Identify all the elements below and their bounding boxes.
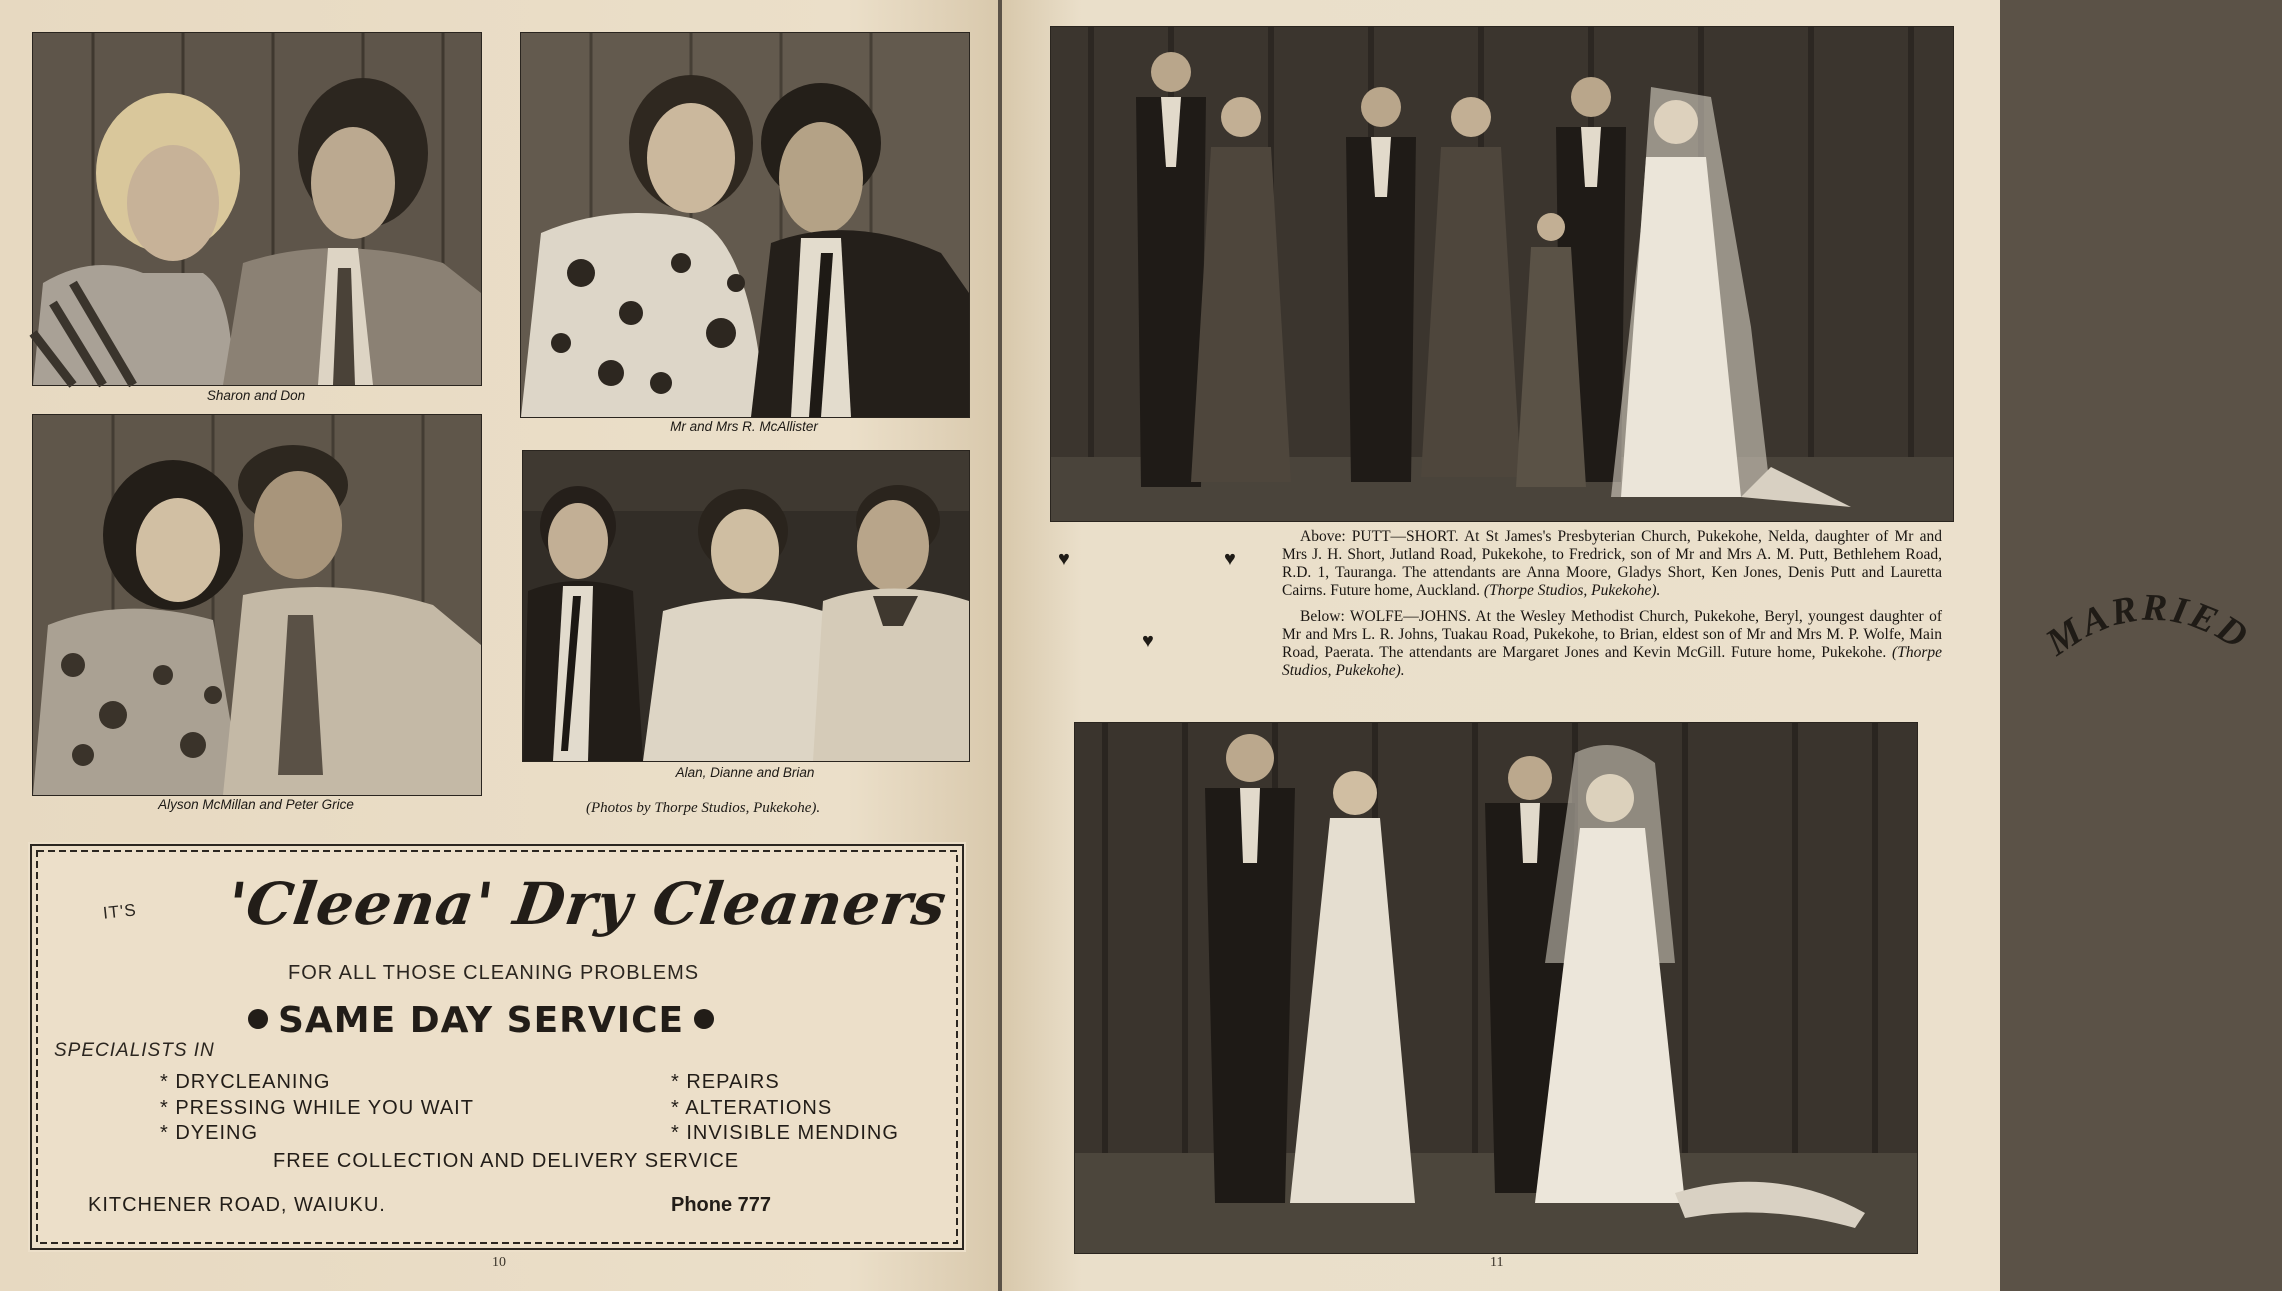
ad-specialists: SPECIALISTS IN	[54, 1040, 215, 1061]
caption-photo-2: Mr and Mrs R. McAllister	[670, 419, 818, 434]
ad-free-collection: FREE COLLECTION AND DELIVERY SERVICE	[273, 1150, 740, 1172]
heart-icon: ♥	[1142, 630, 1154, 652]
photo-mcallister	[520, 32, 970, 418]
story-below-credit: (Thorpe Studios, Pukekohe).	[1282, 644, 1942, 679]
page-number-right: 11	[1490, 1255, 1504, 1270]
married-heading-text: MARRIED	[2038, 586, 2258, 665]
married-heading	[2022, 560, 2282, 680]
heart-icon: ♥	[1058, 548, 1070, 570]
cleena-dry-cleaners-ad	[28, 842, 966, 1252]
page-number-left: 10	[492, 1255, 506, 1270]
caption-photo-4: Alan, Dianne and Brian	[675, 765, 815, 780]
photo-credit: (Photos by Thorpe Studios, Pukekohe).	[586, 800, 821, 816]
story-below-text: Below: WOLFE—JOHNS. At the Wesley Methodist Church, Pukekohe, Beryl, youngest daughter of Mr and Mrs L. R. Johns, Tuakau Road, Pukekohe, to Brian, eldest son of Mr and Mrs M. P. Wolfe, Main Road, Paerata. The attendants are Margaret Jones and Kevin McGill. Future home, Pukekohe.	[1282, 608, 1942, 661]
ad-same-day-service	[238, 1000, 724, 1041]
story-above-text: Above: PUTT—SHORT. At St James's Presbyterian Church, Pukekohe, Nelda, daughter of Mr and Mrs J. H. Short, Jutland Road, Pukekohe, to Fredrick, son of Mr and Mrs A. M. Putt, Bethlehem Road, R.D. 1, Tauranga. The attendants are Anna Moore, Gladys Short, Ken Jones, Denis Putt and Lauretta Cairns. Future home, Auckland.	[1282, 528, 1942, 599]
service-item: * ALTERATIONS	[671, 1096, 833, 1119]
bullet-dot-icon	[248, 1009, 268, 1029]
services-right	[671, 1070, 899, 1147]
photo-alan-dianne-brian	[522, 450, 970, 762]
story-below	[1282, 608, 1942, 680]
left-page	[0, 0, 998, 1291]
story-above	[1282, 528, 1942, 600]
ad-title: 'Cleena' Dry Cleaners	[223, 870, 951, 938]
story-above-credit: (Thorpe Studios, Pukekohe).	[1483, 582, 1661, 599]
ad-tagline: FOR ALL THOSE CLEANING PROBLEMS	[288, 962, 700, 984]
photo-wolfe-johns-wedding	[1074, 722, 1918, 1254]
right-page	[1002, 0, 2258, 1291]
ad-phone: Phone 777	[671, 1194, 772, 1216]
svg-text:MARRIED	[2038, 587, 2257, 665]
wedding-stories	[1282, 528, 1942, 688]
photo-sharon-and-don	[32, 32, 482, 386]
caption-photo-1: Sharon and Don	[206, 388, 306, 403]
services-left	[160, 1070, 474, 1147]
bullet-dot-icon	[694, 1009, 714, 1029]
service-item: * PRESSING WHILE YOU WAIT	[160, 1096, 474, 1119]
photo-alyson-and-peter	[32, 414, 482, 796]
ad-address: KITCHENER ROAD, WAIUKU.	[88, 1194, 386, 1216]
service-item: * DYEING	[160, 1122, 259, 1144]
service-item: * INVISIBLE MENDING	[671, 1122, 899, 1144]
heart-icon: ♥	[1224, 548, 1236, 570]
service-item: * REPAIRS	[671, 1071, 780, 1093]
ad-its: IT'S	[102, 900, 138, 923]
caption-photo-3: Alyson McMillan and Peter Grice	[158, 797, 354, 812]
photo-putt-short-wedding	[1050, 26, 1954, 522]
same-day-text: SAME DAY SERVICE	[278, 1000, 685, 1041]
service-item: * DRYCLEANING	[160, 1071, 331, 1093]
